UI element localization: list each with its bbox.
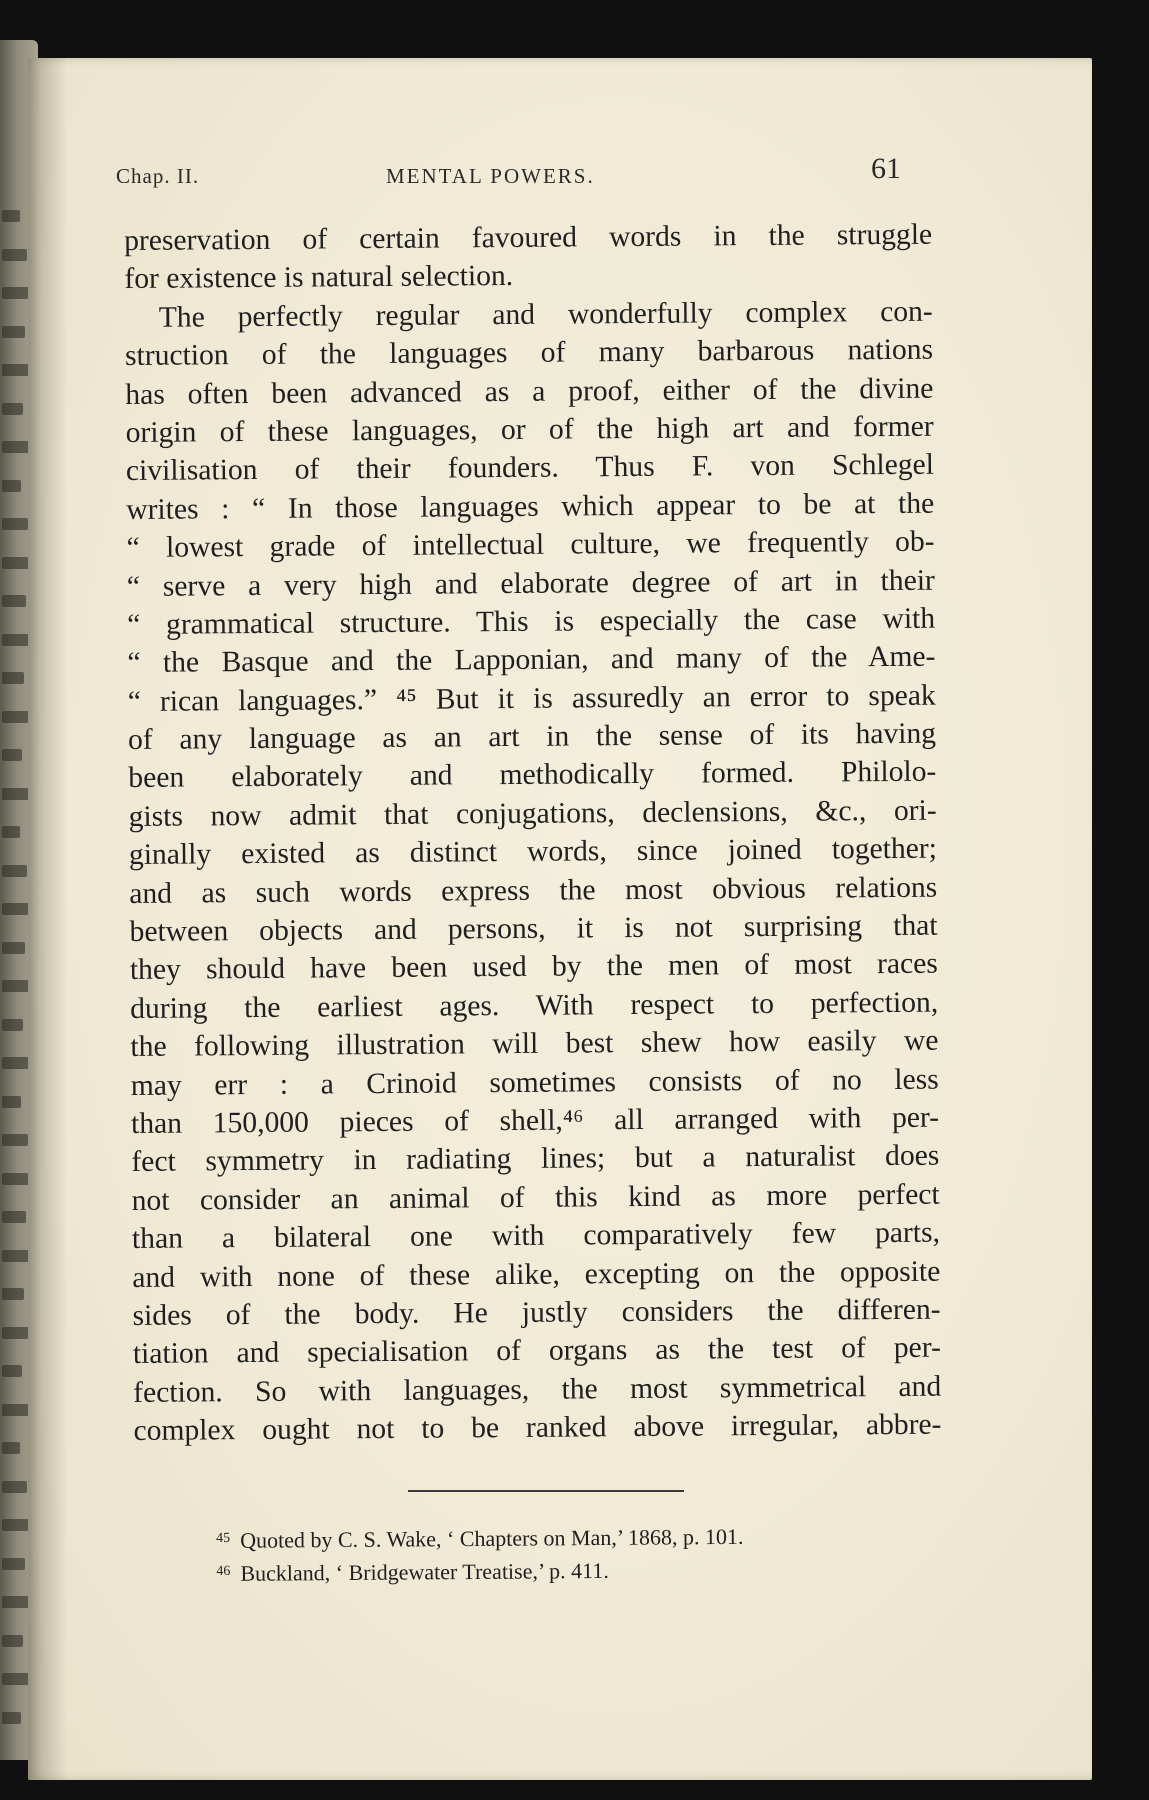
text-line: struction of the languages of many barbarous nations (124, 333, 934, 373)
text-line: gists now admit that conjugations, declensions, &c., ori- (128, 794, 937, 833)
ghost-text-fragment (2, 518, 28, 530)
ghost-text-fragment (2, 672, 24, 684)
text-line: between objects and persons, it is not surprising that (129, 909, 938, 949)
body-text (124, 216, 942, 1451)
text-line: “ serve a very high and elaborate degree of art in their (126, 564, 935, 603)
text-line: origin of these languages, or of the high art and former (125, 410, 934, 449)
ghost-text-fragment (2, 326, 25, 338)
ghost-text-fragment (2, 1288, 24, 1300)
footnote (216, 1551, 916, 1589)
text-line: than a bilateral one with comparatively few parts, (131, 1216, 941, 1256)
text-line: “ lowest grade of intellectual culture, we frequently ob- (126, 525, 935, 565)
ghost-text-fragment (2, 1211, 26, 1223)
chapter-label: Chap. II. (116, 164, 200, 188)
text-line: civilisation of their founders. Thus F. von Schlegel (125, 448, 935, 488)
ghost-text-fragment (2, 441, 30, 453)
text-line: they should have been used by the men of most races (129, 948, 938, 987)
footnote (216, 1518, 916, 1556)
ghost-text-fragment (2, 1327, 31, 1339)
ghost-text-fragment (2, 1134, 28, 1146)
ghost-text-fragment (2, 788, 29, 800)
ghost-text-fragment (2, 1019, 23, 1031)
text-line: for existence is natural selection. (124, 260, 514, 296)
ghost-text-fragment (2, 826, 20, 838)
ghost-text-fragment (2, 403, 23, 415)
ghost-text-fragment (2, 1096, 21, 1108)
ghost-text-fragment (2, 1442, 20, 1454)
text-line: and as such words express the most obvious relations (129, 871, 938, 910)
ghost-text-fragment (2, 711, 31, 723)
running-title: MENTAL POWERS. (386, 164, 595, 188)
ghost-text-fragment (2, 249, 27, 261)
ghost-text-fragment (2, 1404, 29, 1416)
text-line: The perfectly regular and wonderfully complex con- (158, 295, 933, 334)
ghost-text-fragment (2, 1673, 30, 1685)
ghost-text-fragment (2, 595, 26, 607)
text-line: during the earliest ages. With respect to perfection, (130, 986, 939, 1025)
ghost-text-fragment (2, 1558, 25, 1570)
ghost-text-fragment (2, 1057, 30, 1069)
text-line: “ the Basque and the Lapponian, and many of the Ame- (127, 640, 936, 680)
text-line: tiation and specialisation of organs as the test of per- (132, 1331, 941, 1371)
ghost-text-fragment (2, 1712, 21, 1724)
text-line: not consider an animal of this kind as more perfect (131, 1178, 940, 1217)
ghost-text-fragment (2, 865, 27, 877)
text-line: “ grammatical structure. This is especially the case with (127, 602, 936, 641)
footnote-text: Buckland, ‘ Bridgewater Treatise,’ p. 411. (240, 1557, 609, 1586)
ghost-text-fragment (2, 1635, 23, 1647)
running-header (116, 152, 906, 192)
text-line: been elaborately and methodically formed. Philolo- (128, 756, 937, 795)
ghost-text-fragment (2, 1365, 22, 1377)
text-line: of any language as an art in the sense of its having (127, 717, 937, 757)
footnote-rule (408, 1490, 684, 1492)
ghost-text-fragment (2, 210, 20, 222)
text-line: writes : “ In those languages which appear to be at the (126, 487, 935, 526)
text-line: and with none of these alike, excepting on the opposite (132, 1255, 941, 1294)
text-line: sides of the body. He justly considers the differen- (132, 1293, 941, 1332)
text-line: complex ought not to be ranked above irregular, abbre- (133, 1408, 942, 1448)
gutter-shadow (28, 58, 68, 1780)
text-line: fection. So with languages, the most symmetrical and (133, 1370, 942, 1409)
text-line: preservation of certain favoured words in the struggle (124, 218, 933, 257)
ghost-text-fragment (2, 749, 22, 761)
text-line: “ rican languages.” ⁴⁵ But it is assuredly an error to speak (127, 679, 936, 718)
footnote-text: Quoted by C. S. Wake, ‘ Chapters on Man,’ 1868, p. 101. (240, 1523, 744, 1553)
footnote-mark: 46 (216, 1563, 231, 1579)
text-line: may err : a Crinoid sometimes consists of no less (130, 1063, 939, 1102)
footnotes (216, 1518, 916, 1589)
text-line: fect symmetry in radiating lines; but a naturalist does (131, 1140, 940, 1179)
text-line: the following illustration will best shew how easily we (130, 1024, 939, 1064)
page-number: 61 (871, 152, 901, 185)
text-line: ginally existed as distinct words, since joined together; (128, 832, 938, 872)
text-line: has often been advanced as a proof, either of the divine (125, 372, 934, 411)
text-line: than 150,000 pieces of shell,⁴⁶ all arranged with per- (130, 1101, 940, 1140)
ghost-text-fragment (2, 942, 25, 954)
footnote-mark: 45 (216, 1530, 231, 1546)
ghost-text-fragment (2, 480, 21, 492)
ghost-text-fragment (2, 1481, 27, 1493)
